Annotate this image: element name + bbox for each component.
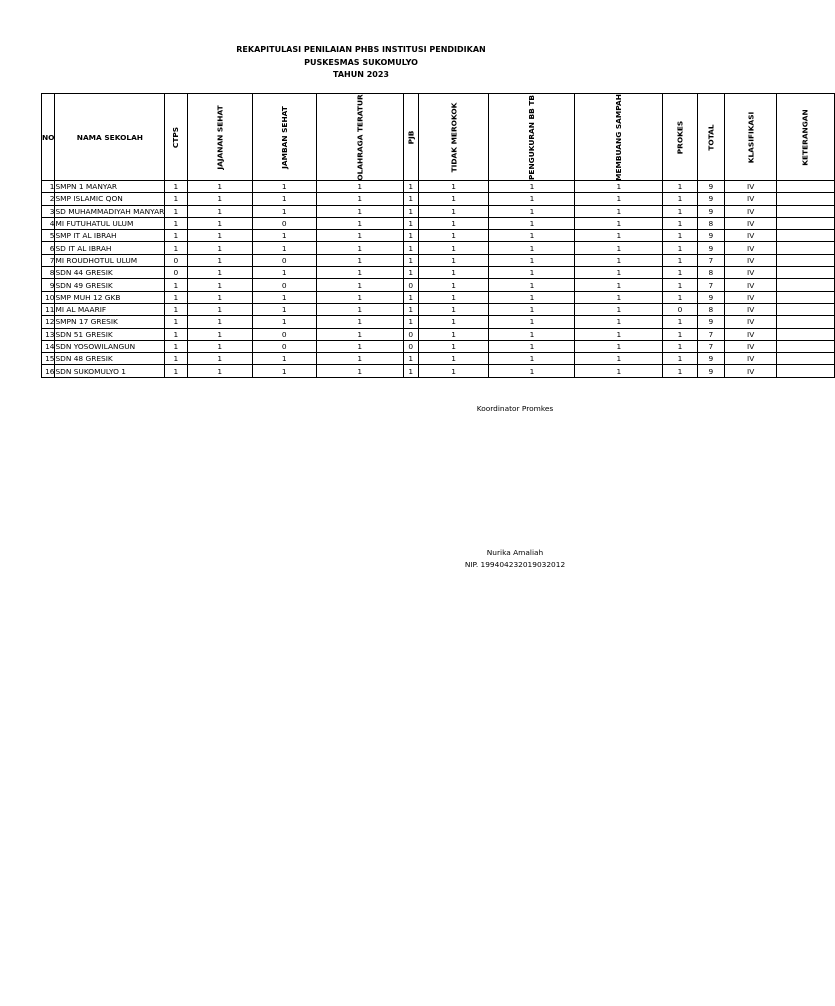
score-cell: 1 bbox=[316, 193, 403, 205]
column-header-pengukuran-bb-tb bbox=[489, 94, 575, 181]
score-cell: 1 bbox=[316, 279, 403, 291]
score-cell: IV bbox=[724, 291, 777, 303]
score-cell: 1 bbox=[252, 205, 316, 217]
score-cell: 1 bbox=[418, 303, 489, 315]
score-cell: IV bbox=[724, 328, 777, 340]
score-cell: 1 bbox=[575, 242, 663, 254]
table-row bbox=[42, 181, 835, 193]
score-cell: 9 bbox=[697, 181, 724, 193]
score-cell bbox=[777, 230, 834, 242]
score-cell bbox=[777, 181, 834, 193]
row-number: 4 bbox=[42, 217, 55, 229]
column-header-ctps bbox=[165, 94, 187, 181]
school-name: SDN 48 GRESIK bbox=[55, 353, 165, 365]
score-cell: 1 bbox=[165, 242, 187, 254]
row-number: 11 bbox=[42, 303, 55, 315]
column-header-olahraga-teratur bbox=[316, 94, 403, 181]
score-cell: 1 bbox=[489, 328, 575, 340]
score-cell: 1 bbox=[187, 279, 252, 291]
score-cell: 1 bbox=[316, 254, 403, 266]
score-cell: 1 bbox=[403, 303, 418, 315]
score-cell: 9 bbox=[697, 242, 724, 254]
report-title-line2: PUSKESMAS SUKOMULYO bbox=[304, 58, 418, 67]
column-header-membuang-sampah bbox=[575, 94, 663, 181]
score-cell: 1 bbox=[187, 328, 252, 340]
score-cell: 0 bbox=[252, 217, 316, 229]
school-name: SDN 44 GRESIK bbox=[55, 267, 165, 279]
score-cell: 1 bbox=[663, 291, 698, 303]
school-name: SMP IT AL IBRAH bbox=[55, 230, 165, 242]
score-cell: 1 bbox=[575, 316, 663, 328]
score-cell: 1 bbox=[165, 353, 187, 365]
column-header-label: KLASIFIKASI bbox=[746, 111, 756, 163]
score-cell: 1 bbox=[187, 340, 252, 352]
score-cell: 1 bbox=[418, 328, 489, 340]
coordinator-nip: NIP. 199404232019032012 bbox=[464, 560, 566, 569]
score-cell: IV bbox=[724, 267, 777, 279]
score-cell: 1 bbox=[187, 217, 252, 229]
score-cell: 1 bbox=[403, 242, 418, 254]
score-cell: 1 bbox=[489, 230, 575, 242]
score-cell bbox=[777, 267, 834, 279]
score-cell: 9 bbox=[697, 193, 724, 205]
row-number: 8 bbox=[42, 267, 55, 279]
score-cell bbox=[777, 316, 834, 328]
score-cell: 1 bbox=[418, 217, 489, 229]
score-cell: 1 bbox=[316, 365, 403, 377]
score-cell: 0 bbox=[252, 254, 316, 266]
score-cell: 1 bbox=[252, 230, 316, 242]
row-number: 2 bbox=[42, 193, 55, 205]
score-cell: 8 bbox=[697, 267, 724, 279]
table-row bbox=[42, 217, 835, 229]
column-header-label: MEMBUANG SAMPAH bbox=[614, 93, 624, 181]
score-cell: 1 bbox=[489, 254, 575, 266]
score-cell: 1 bbox=[663, 353, 698, 365]
score-cell: 8 bbox=[697, 303, 724, 315]
score-cell: 1 bbox=[489, 267, 575, 279]
column-header-label: NAMA SEKOLAH bbox=[76, 132, 143, 142]
column-header-keterangan bbox=[777, 94, 834, 181]
score-cell: 9 bbox=[697, 316, 724, 328]
score-cell: 1 bbox=[165, 181, 187, 193]
score-cell: 7 bbox=[697, 279, 724, 291]
column-header-klasifikasi bbox=[724, 94, 777, 181]
score-cell: 1 bbox=[489, 291, 575, 303]
column-header-label: PJB bbox=[406, 130, 416, 144]
score-cell: IV bbox=[724, 181, 777, 193]
score-cell: 1 bbox=[403, 267, 418, 279]
table-row bbox=[42, 291, 835, 303]
score-cell: 1 bbox=[575, 205, 663, 217]
score-cell: 9 bbox=[697, 353, 724, 365]
column-header-label: NO bbox=[42, 132, 55, 142]
column-header-label: JAJANAN SEHAT bbox=[215, 104, 225, 170]
score-cell: IV bbox=[724, 303, 777, 315]
table-row bbox=[42, 267, 835, 279]
school-name: SMPN 1 MANYAR bbox=[55, 181, 165, 193]
score-cell: 9 bbox=[697, 230, 724, 242]
score-cell: 1 bbox=[575, 193, 663, 205]
score-cell: 1 bbox=[165, 340, 187, 352]
score-cell: 1 bbox=[403, 217, 418, 229]
score-cell: IV bbox=[724, 353, 777, 365]
score-cell: 1 bbox=[187, 205, 252, 217]
column-header-total bbox=[697, 94, 724, 181]
score-cell bbox=[777, 217, 834, 229]
score-cell: 1 bbox=[252, 181, 316, 193]
score-cell: 1 bbox=[489, 365, 575, 377]
score-cell: 1 bbox=[252, 242, 316, 254]
score-cell bbox=[777, 279, 834, 291]
score-cell bbox=[777, 205, 834, 217]
score-cell: 1 bbox=[575, 181, 663, 193]
score-cell: 1 bbox=[316, 217, 403, 229]
table-row bbox=[42, 365, 835, 377]
score-cell: 1 bbox=[403, 254, 418, 266]
score-cell: 9 bbox=[697, 291, 724, 303]
score-cell: 1 bbox=[187, 303, 252, 315]
score-cell: 1 bbox=[165, 193, 187, 205]
score-cell: 1 bbox=[252, 303, 316, 315]
row-number: 6 bbox=[42, 242, 55, 254]
score-cell: 1 bbox=[165, 279, 187, 291]
recap-table bbox=[41, 93, 835, 378]
score-cell: IV bbox=[724, 254, 777, 266]
score-cell: IV bbox=[724, 316, 777, 328]
score-cell: 1 bbox=[403, 230, 418, 242]
score-cell: IV bbox=[724, 193, 777, 205]
school-name: MI ROUDHOTUL ULUM bbox=[55, 254, 165, 266]
row-number: 13 bbox=[42, 328, 55, 340]
table-row bbox=[42, 316, 835, 328]
table-row bbox=[42, 279, 835, 291]
score-cell: 1 bbox=[418, 267, 489, 279]
row-number: 5 bbox=[42, 230, 55, 242]
score-cell: 0 bbox=[663, 303, 698, 315]
school-name: SMP ISLAMIC QON bbox=[55, 193, 165, 205]
score-cell: 1 bbox=[316, 328, 403, 340]
column-header-no bbox=[42, 94, 55, 181]
score-cell: 1 bbox=[663, 230, 698, 242]
school-name: SMP MUH 12 GKB bbox=[55, 291, 165, 303]
score-cell: 1 bbox=[403, 353, 418, 365]
score-cell: 1 bbox=[489, 205, 575, 217]
school-name: SDN SUKOMULYO 1 bbox=[55, 365, 165, 377]
score-cell: 1 bbox=[316, 205, 403, 217]
table-row bbox=[42, 242, 835, 254]
row-number: 1 bbox=[42, 181, 55, 193]
school-name: MI AL MAARIF bbox=[55, 303, 165, 315]
score-cell: 1 bbox=[316, 316, 403, 328]
table-row bbox=[42, 193, 835, 205]
score-cell: 1 bbox=[403, 181, 418, 193]
score-cell: 1 bbox=[418, 193, 489, 205]
table-row bbox=[42, 303, 835, 315]
score-cell: 1 bbox=[663, 328, 698, 340]
column-header-prokes bbox=[663, 94, 698, 181]
score-cell: 1 bbox=[489, 316, 575, 328]
score-cell: 1 bbox=[418, 242, 489, 254]
score-cell: 1 bbox=[489, 353, 575, 365]
score-cell: 1 bbox=[316, 181, 403, 193]
score-cell: 1 bbox=[187, 230, 252, 242]
score-cell: IV bbox=[724, 340, 777, 352]
column-header-label: PROKES bbox=[675, 120, 685, 154]
score-cell: 0 bbox=[403, 279, 418, 291]
score-cell: 1 bbox=[187, 291, 252, 303]
score-cell: 1 bbox=[575, 267, 663, 279]
score-cell: 0 bbox=[403, 340, 418, 352]
score-cell: 1 bbox=[403, 365, 418, 377]
score-cell: 1 bbox=[252, 291, 316, 303]
score-cell: 1 bbox=[418, 340, 489, 352]
score-cell: 1 bbox=[316, 267, 403, 279]
score-cell: 1 bbox=[489, 279, 575, 291]
score-cell: 1 bbox=[489, 181, 575, 193]
score-cell: IV bbox=[724, 205, 777, 217]
column-header-tidak-merokok bbox=[418, 94, 489, 181]
score-cell: 1 bbox=[575, 279, 663, 291]
report-title-line1: REKAPITULASI PENILAIAN PHBS INSTITUSI PENDIDIKAN bbox=[236, 45, 486, 54]
score-cell: 1 bbox=[187, 181, 252, 193]
score-cell bbox=[777, 328, 834, 340]
score-cell: IV bbox=[724, 217, 777, 229]
school-name: SDN 51 GRESIK bbox=[55, 328, 165, 340]
score-cell: 1 bbox=[403, 291, 418, 303]
row-number: 9 bbox=[42, 279, 55, 291]
column-header-label: KETERANGAN bbox=[801, 108, 811, 166]
score-cell: 1 bbox=[418, 291, 489, 303]
score-cell: 1 bbox=[165, 303, 187, 315]
table-row bbox=[42, 254, 835, 266]
school-name: SD IT AL IBRAH bbox=[55, 242, 165, 254]
column-header-label: TIDAK MEROKOK bbox=[449, 102, 459, 172]
score-cell: 1 bbox=[663, 267, 698, 279]
score-cell: 9 bbox=[697, 205, 724, 217]
score-cell: 1 bbox=[187, 353, 252, 365]
score-cell: 1 bbox=[575, 353, 663, 365]
row-number: 14 bbox=[42, 340, 55, 352]
score-cell: 1 bbox=[663, 340, 698, 352]
score-cell: 1 bbox=[165, 205, 187, 217]
column-header-label: TOTAL bbox=[706, 123, 716, 151]
score-cell: 1 bbox=[663, 205, 698, 217]
score-cell: IV bbox=[724, 242, 777, 254]
score-cell: 1 bbox=[418, 279, 489, 291]
score-cell: 1 bbox=[575, 365, 663, 377]
score-cell: 1 bbox=[418, 181, 489, 193]
score-cell: 1 bbox=[418, 254, 489, 266]
score-cell: 1 bbox=[663, 193, 698, 205]
score-cell bbox=[777, 365, 834, 377]
score-cell: 1 bbox=[663, 217, 698, 229]
score-cell: 1 bbox=[575, 217, 663, 229]
score-cell: 0 bbox=[252, 328, 316, 340]
score-cell: 0 bbox=[252, 340, 316, 352]
score-cell: 1 bbox=[663, 365, 698, 377]
score-cell: 1 bbox=[316, 230, 403, 242]
score-cell: 1 bbox=[418, 316, 489, 328]
score-cell: 1 bbox=[165, 328, 187, 340]
school-name: SD MUHAMMADIYAH MANYAR bbox=[55, 206, 165, 216]
column-header-label: CTPS bbox=[171, 126, 181, 148]
score-cell bbox=[777, 254, 834, 266]
school-name: SMPN 17 GRESIK bbox=[55, 316, 165, 328]
score-cell: 1 bbox=[165, 217, 187, 229]
score-cell: 1 bbox=[489, 242, 575, 254]
score-cell: 7 bbox=[697, 340, 724, 352]
report-title-line3: TAHUN 2023 bbox=[333, 70, 389, 79]
score-cell: 1 bbox=[187, 316, 252, 328]
score-cell: 1 bbox=[575, 254, 663, 266]
score-cell: 1 bbox=[252, 193, 316, 205]
score-cell: 7 bbox=[697, 254, 724, 266]
column-header-jajanan-sehat bbox=[187, 94, 252, 181]
score-cell: 1 bbox=[418, 205, 489, 217]
score-cell: 1 bbox=[187, 365, 252, 377]
school-name: SDN YOSOWILANGUN bbox=[55, 340, 165, 352]
score-cell: 1 bbox=[575, 303, 663, 315]
table-row bbox=[42, 353, 835, 365]
score-cell: 1 bbox=[403, 193, 418, 205]
score-cell: 0 bbox=[252, 279, 316, 291]
score-cell: 1 bbox=[575, 328, 663, 340]
score-cell: 1 bbox=[187, 254, 252, 266]
score-cell: 9 bbox=[697, 365, 724, 377]
column-header-label: OLAHRAGA TERATUR bbox=[355, 93, 365, 181]
coordinator-name: Nurika Amaliah bbox=[486, 548, 544, 557]
score-cell: 1 bbox=[663, 242, 698, 254]
score-cell bbox=[777, 353, 834, 365]
column-header-label: JAMBAN SEHAT bbox=[279, 105, 289, 169]
score-cell: 1 bbox=[575, 230, 663, 242]
column-header-pjb bbox=[403, 94, 418, 181]
row-number: 15 bbox=[42, 353, 55, 365]
score-cell: 1 bbox=[418, 365, 489, 377]
row-number: 12 bbox=[42, 316, 55, 328]
score-cell: 1 bbox=[663, 254, 698, 266]
score-cell bbox=[777, 193, 834, 205]
school-name: MI FUTUHATUL ULUM bbox=[55, 217, 165, 229]
score-cell: 1 bbox=[316, 291, 403, 303]
row-number: 7 bbox=[42, 254, 55, 266]
row-number: 10 bbox=[42, 291, 55, 303]
score-cell: 1 bbox=[663, 279, 698, 291]
score-cell: 1 bbox=[663, 316, 698, 328]
column-header-nama-sekolah bbox=[55, 94, 165, 181]
table-row bbox=[42, 205, 835, 217]
score-cell: IV bbox=[724, 279, 777, 291]
column-header-label: PENGUKURAN BB TB bbox=[527, 94, 537, 180]
score-cell: 1 bbox=[165, 291, 187, 303]
score-cell: 1 bbox=[489, 217, 575, 229]
score-cell: 1 bbox=[252, 365, 316, 377]
score-cell: 1 bbox=[316, 340, 403, 352]
coordinator-role: Koordinator Promkes bbox=[476, 404, 554, 413]
table-row bbox=[42, 230, 835, 242]
row-number: 3 bbox=[42, 205, 55, 217]
column-header-jamban-sehat bbox=[252, 94, 316, 181]
score-cell: 1 bbox=[403, 205, 418, 217]
score-cell: 1 bbox=[489, 303, 575, 315]
score-cell: 1 bbox=[252, 353, 316, 365]
score-cell: 1 bbox=[663, 181, 698, 193]
score-cell: 1 bbox=[165, 365, 187, 377]
score-cell: 7 bbox=[697, 328, 724, 340]
row-number: 16 bbox=[42, 365, 55, 377]
score-cell: 1 bbox=[187, 242, 252, 254]
score-cell: 1 bbox=[165, 230, 187, 242]
score-cell: 1 bbox=[489, 193, 575, 205]
score-cell: 1 bbox=[575, 340, 663, 352]
score-cell bbox=[777, 242, 834, 254]
score-cell: 8 bbox=[697, 217, 724, 229]
score-cell: 1 bbox=[165, 316, 187, 328]
score-cell: IV bbox=[724, 365, 777, 377]
score-cell: 1 bbox=[187, 267, 252, 279]
score-cell: 1 bbox=[418, 230, 489, 242]
score-cell: 0 bbox=[165, 254, 187, 266]
score-cell: 1 bbox=[418, 353, 489, 365]
score-cell bbox=[777, 291, 834, 303]
score-cell: IV bbox=[724, 230, 777, 242]
score-cell: 0 bbox=[165, 267, 187, 279]
score-cell: 1 bbox=[316, 353, 403, 365]
score-cell: 1 bbox=[403, 316, 418, 328]
score-cell: 1 bbox=[575, 291, 663, 303]
score-cell bbox=[777, 340, 834, 352]
table-header-row bbox=[42, 94, 835, 181]
table-row bbox=[42, 328, 835, 340]
school-name: SDN 49 GRESIK bbox=[55, 279, 165, 291]
score-cell: 1 bbox=[252, 267, 316, 279]
score-cell: 0 bbox=[403, 328, 418, 340]
score-cell: 1 bbox=[489, 340, 575, 352]
score-cell bbox=[777, 303, 834, 315]
score-cell: 1 bbox=[316, 242, 403, 254]
score-cell: 1 bbox=[316, 303, 403, 315]
table-row bbox=[42, 340, 835, 352]
score-cell: 1 bbox=[187, 193, 252, 205]
score-cell: 1 bbox=[252, 316, 316, 328]
